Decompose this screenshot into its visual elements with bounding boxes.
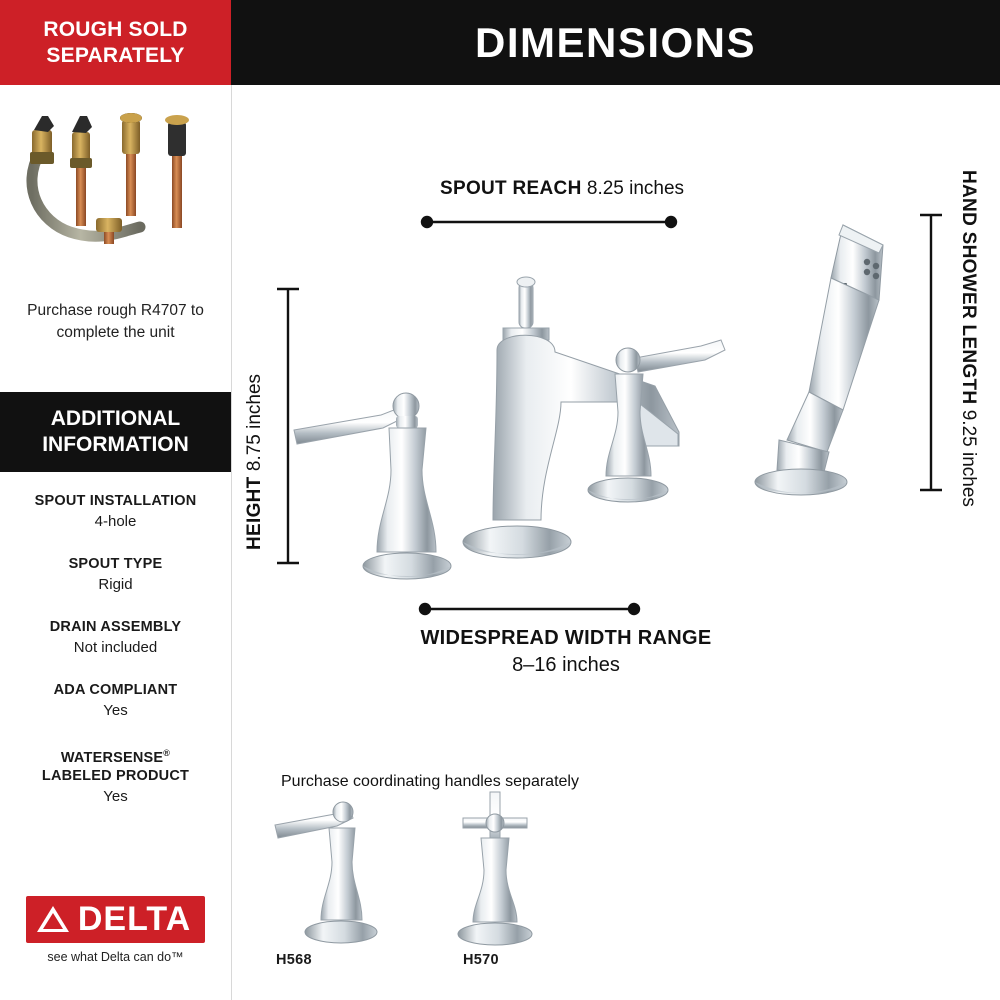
spec-value: Yes	[103, 787, 128, 805]
spout-reach-dimension	[440, 178, 684, 200]
hand-shower-length-value: 9.25 inches	[958, 409, 979, 507]
spec-value: Rigid	[98, 576, 133, 593]
spec-label: DRAIN ASSEMBLY	[49, 619, 182, 635]
spec-item-spout-installation	[0, 492, 231, 532]
rough-banner-line1: ROUGH SOLD	[43, 17, 188, 41]
spec-item-ada-compliant	[0, 681, 231, 721]
widespread-value: 8–16 inches	[512, 654, 620, 676]
spec-label: ADA COMPLIANT	[53, 682, 178, 698]
widespread-label: WIDESPREAD WIDTH RANGE	[420, 627, 712, 649]
additional-banner-line1: ADDITIONAL	[50, 407, 181, 430]
page-title: DIMENSIONS	[474, 18, 757, 66]
spec-label-line1: WATERSENSE	[60, 749, 164, 766]
delta-wordmark: DELTA	[77, 900, 192, 938]
spout-reach-label: SPOUT REACH	[440, 178, 582, 199]
delta-triangle-icon	[36, 904, 70, 934]
spec-value: 4-hole	[94, 513, 137, 530]
spout-reach-value: 8.25 inches	[586, 178, 685, 199]
hand-shower	[755, 225, 883, 495]
tub-spout	[463, 277, 679, 558]
rough-valve-assembly-image	[0, 92, 231, 282]
spec-item-spout-type	[0, 555, 231, 595]
left-handle	[294, 393, 451, 579]
hand-shower-length-label: HAND SHOWER LENGTH	[958, 170, 979, 405]
product-diagram	[231, 0, 1000, 1000]
delta-logo	[26, 896, 205, 943]
rough-sold-separately-banner	[0, 0, 231, 85]
delta-tagline: see what Delta can do™	[47, 950, 184, 964]
additional-information-banner	[0, 392, 231, 472]
handle-sample-h568	[275, 802, 377, 943]
registered-mark: ®	[163, 748, 171, 758]
handle-sample-h570	[458, 792, 532, 945]
spec-label-line2: LABELED PRODUCT	[41, 767, 190, 784]
sidebar	[0, 0, 232, 1000]
spec-item-watersense	[0, 744, 231, 807]
coordinating-handles-note: Purchase coordinating handles separately	[281, 773, 579, 790]
brand-block	[0, 896, 231, 964]
widespread-dimension	[356, 627, 776, 677]
spec-value: Not included	[73, 639, 158, 656]
handle-code-h568: H568	[276, 952, 312, 968]
spec-value: Yes	[103, 702, 128, 719]
spec-list	[0, 492, 231, 830]
main-panel	[231, 0, 1000, 1000]
rough-caption: Purchase rough R4707 to complete the unit	[27, 302, 204, 341]
height-dimension	[244, 374, 266, 550]
height-value: 8.75 inches	[244, 373, 265, 472]
rough-banner-line2: SEPARATELY	[46, 43, 185, 67]
handle-code-h570: H570	[463, 952, 499, 968]
spec-item-drain-assembly	[0, 618, 231, 658]
additional-banner-line2: INFORMATION	[42, 433, 189, 456]
hand-shower-length-dimension	[957, 170, 979, 507]
spec-label: SPOUT TYPE	[68, 556, 163, 572]
height-label: HEIGHT	[244, 476, 265, 550]
spec-label: SPOUT INSTALLATION	[34, 493, 197, 509]
